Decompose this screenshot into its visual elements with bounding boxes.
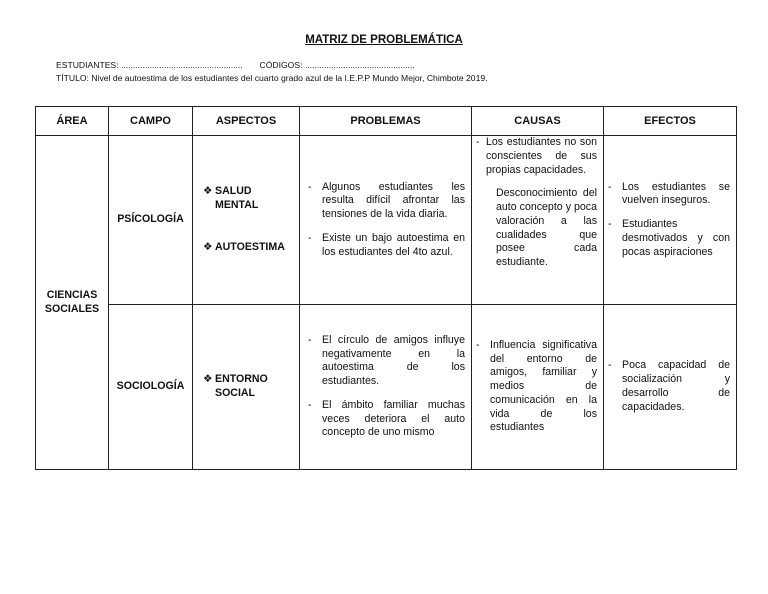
effect-text: Poca capacidad de socialización y desarrollo de capacidades. xyxy=(622,359,730,413)
header-row xyxy=(36,107,737,136)
students-codes-line xyxy=(56,60,415,70)
header-problemas: PROBLEMAS xyxy=(300,107,472,136)
aspect-item xyxy=(203,241,295,255)
students-label: ESTUDIANTES: xyxy=(56,60,119,70)
spacer xyxy=(476,187,496,270)
problem-text: Existe un bajo autoestima en los estudiantes del 4to azul. xyxy=(322,231,465,258)
aspect-item xyxy=(203,373,295,401)
effects-cell xyxy=(604,136,737,305)
diamond-bullet-icon: ❖ xyxy=(203,185,213,198)
dash-bullet-icon: - xyxy=(308,333,312,346)
list-item xyxy=(608,181,730,209)
dash-bullet-icon: - xyxy=(608,359,612,372)
dash-bullet-icon: - xyxy=(308,180,312,193)
dash-bullet-icon: - xyxy=(308,398,312,411)
list-item xyxy=(608,359,730,414)
causes-cell xyxy=(472,136,604,305)
aspect-item xyxy=(203,185,295,213)
cause-text: Influencia significativa del entorno de amigos, familiar y medios de comunicación en la vida de los estudiantes xyxy=(490,338,597,434)
dash-bullet-icon: - xyxy=(308,231,312,244)
list-item xyxy=(308,181,465,222)
list-item xyxy=(476,339,597,435)
diamond-bullet-icon: ❖ xyxy=(203,373,213,386)
aspect-label: ENTORNO SOCIAL xyxy=(215,373,268,399)
aspect-label: AUTOESTIMA xyxy=(215,240,285,253)
list-item xyxy=(308,399,465,440)
students-value: ................................................... xyxy=(120,60,243,70)
list-item xyxy=(608,218,730,259)
aspects-cell xyxy=(193,305,300,470)
document-subtitle: TÍTULO: Nivel de autoestima de los estudiantes del cuarto grado azul de la I.E.P.P Mundo Mejor, Chimbote 2019. xyxy=(56,73,488,83)
header-efectos: EFECTOS xyxy=(604,107,737,136)
dash-bullet-icon: - xyxy=(476,136,480,148)
dash-bullet-icon: - xyxy=(608,218,612,231)
effect-text: Estudiantes desmotivados y con pocas aspiraciones xyxy=(622,218,730,258)
codes-label: CÓDIGOS: xyxy=(259,60,303,70)
codes-value: .............................................. xyxy=(304,60,415,70)
header-campo: CAMPO xyxy=(109,107,193,136)
effects-cell xyxy=(604,305,737,470)
list-item xyxy=(476,136,597,177)
dash-bullet-icon: - xyxy=(476,338,480,351)
problem-matrix-table xyxy=(35,106,737,470)
header-area: ÁREA xyxy=(36,107,109,136)
document-title: MATRIZ DE PROBLEMÁTICA xyxy=(305,34,463,46)
list-item xyxy=(308,232,465,260)
diamond-bullet-icon: ❖ xyxy=(203,240,213,253)
problem-text: El ámbito familiar muchas veces deteriora el auto concepto de uno mismo xyxy=(322,398,465,439)
aspect-label: SALUD MENTAL xyxy=(215,185,259,212)
problem-text: Algunos estudiantes les resulta difícil afrontar las tensiones de la vida diaria. xyxy=(322,180,465,221)
list-item xyxy=(308,334,465,389)
list-item xyxy=(476,187,597,270)
table-row xyxy=(36,136,737,305)
effect-text: Los estudiantes se vuelven inseguros. xyxy=(622,180,730,207)
causes-cell xyxy=(472,305,604,470)
campo-cell: SOCIOLOGÍA xyxy=(109,305,193,470)
aspects-cell xyxy=(193,136,300,305)
table-row xyxy=(36,305,737,470)
cause-text: Los estudiantes no son conscientes de sus propias capacidades. xyxy=(486,136,597,176)
campo-cell: PSÍCOLOGÍA xyxy=(109,136,193,305)
dash-bullet-icon: - xyxy=(608,180,612,193)
cause-text: Desconocimiento del auto concepto y poca valoración a las cualidades que posee cada estudiante. xyxy=(496,187,597,269)
problems-cell xyxy=(300,305,472,470)
header-causas: CAUSAS xyxy=(472,107,604,136)
header-aspectos: ASPECTOS xyxy=(193,107,300,136)
problem-text: El círculo de amigos influye negativamente en la autoestima de los estudiantes. xyxy=(322,333,465,388)
area-cell: CIENCIAS SOCIALES xyxy=(36,136,109,470)
problems-cell xyxy=(300,136,472,305)
